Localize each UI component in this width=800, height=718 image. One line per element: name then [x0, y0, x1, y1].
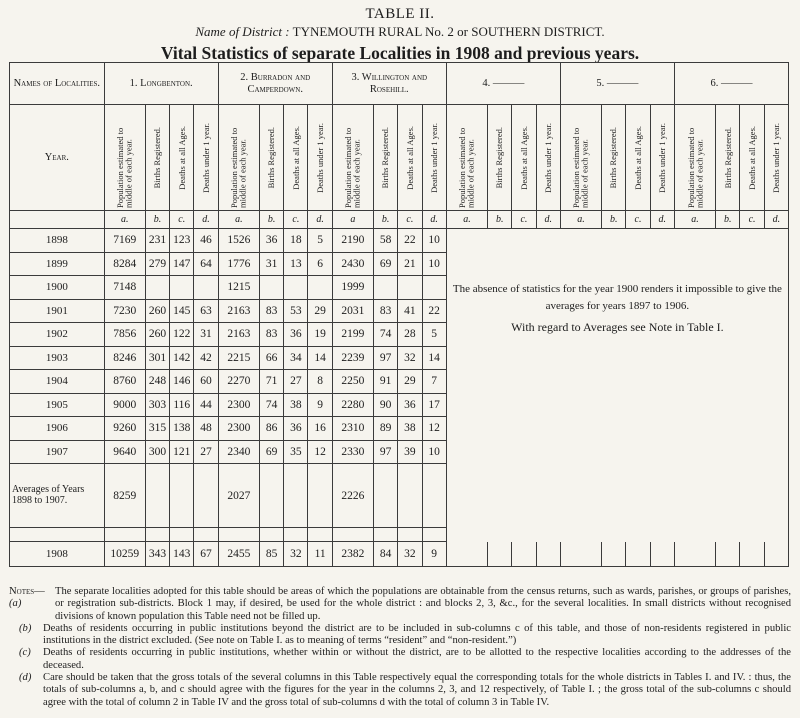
- column-head-text: Deaths under 1 year.: [428, 122, 439, 193]
- value-cell: 69: [374, 252, 398, 276]
- empty-cell: [488, 542, 512, 567]
- column-head-text: Births Registered.: [608, 126, 619, 189]
- note-item: [9, 672, 791, 709]
- value-cell: 12: [422, 417, 446, 441]
- value-cell: 147: [170, 252, 194, 276]
- value-cell: 2382: [332, 542, 373, 567]
- sub-column-letter: c.: [740, 211, 764, 229]
- value-cell: 14: [422, 346, 446, 370]
- column-head-text: Deaths under 1 year.: [542, 122, 553, 193]
- column-head-text: Births Registered.: [722, 126, 733, 189]
- district-line: [0, 24, 800, 40]
- value-cell: 38: [284, 393, 308, 417]
- column-head: [716, 105, 740, 211]
- value-cell: 36: [259, 229, 283, 253]
- value-cell: 2215: [218, 346, 259, 370]
- value-cell: 22: [398, 229, 422, 253]
- column-head-text: Deaths at all Ages.: [176, 125, 187, 190]
- value-cell: 83: [374, 299, 398, 323]
- value-cell: 2163: [218, 299, 259, 323]
- note-key-label: (b): [19, 622, 32, 634]
- table-row: [10, 229, 789, 253]
- value-cell: 10: [422, 440, 446, 464]
- value-cell: 27: [284, 370, 308, 394]
- value-cell: 8760: [104, 370, 145, 394]
- value-cell: 2300: [218, 417, 259, 441]
- spacer-cell: [10, 528, 105, 542]
- locality-header-3: 3. Willington and Rosehill.: [332, 63, 446, 105]
- value-cell: [170, 276, 194, 300]
- spacer-cell: [218, 528, 259, 542]
- year-cell: 1908: [10, 542, 105, 567]
- empty-cell: [145, 464, 169, 528]
- value-cell: 29: [398, 370, 422, 394]
- value-cell: 2163: [218, 323, 259, 347]
- year-cell: 1906: [10, 417, 105, 441]
- column-head-text: Population estimated to middle of each year.: [343, 127, 362, 208]
- value-cell: 46: [194, 229, 218, 253]
- value-cell: 31: [194, 323, 218, 347]
- year-cell: 1898: [10, 229, 105, 253]
- value-cell: 90: [374, 393, 398, 417]
- year-cell: 1900: [10, 276, 105, 300]
- value-cell: 116: [170, 393, 194, 417]
- average-value: 2226: [332, 464, 373, 528]
- value-cell: 5: [422, 323, 446, 347]
- column-head-text: Population estimated to middle of each year.: [571, 127, 590, 208]
- value-cell: 38: [398, 417, 422, 441]
- value-cell: 32: [398, 542, 422, 567]
- value-cell: 9: [308, 393, 332, 417]
- value-cell: 86: [259, 417, 283, 441]
- column-head: [740, 105, 764, 211]
- value-cell: [308, 276, 332, 300]
- value-cell: [284, 276, 308, 300]
- column-head-text: Population estimated to middle of each year.: [229, 127, 248, 208]
- sub-column-letter: b.: [602, 211, 626, 229]
- value-cell: 36: [398, 393, 422, 417]
- note-item: [9, 647, 791, 672]
- column-head: [626, 105, 650, 211]
- value-cell: 279: [145, 252, 169, 276]
- value-cell: 2310: [332, 417, 373, 441]
- value-cell: 145: [170, 299, 194, 323]
- value-cell: 97: [374, 440, 398, 464]
- table-number: TABLE II.: [365, 6, 435, 22]
- value-cell: 58: [374, 229, 398, 253]
- column-head: [398, 105, 422, 211]
- notes-title: Notes—: [9, 586, 45, 597]
- sub-column-letter: b.: [716, 211, 740, 229]
- note-key: [9, 672, 43, 709]
- value-cell: 97: [374, 346, 398, 370]
- note-text: Deaths of residents occurring in public institutions beyond the district are to be included in sub-columns c of this table, and those of non-residents registered in public institutions in the district excluded. (See note on Table I. as to meaning of terms “resident” and “non-resident.”): [43, 622, 791, 647]
- value-cell: 2300: [218, 393, 259, 417]
- locality-header-2: 2. Burradon and Camperdown.: [218, 63, 332, 105]
- value-cell: 71: [259, 370, 283, 394]
- value-cell: 36: [284, 323, 308, 347]
- value-cell: 83: [259, 299, 283, 323]
- column-head: [560, 105, 601, 211]
- column-head-text: Deaths at all Ages.: [404, 125, 415, 190]
- note-key-label: (a): [9, 598, 22, 610]
- value-cell: 2199: [332, 323, 373, 347]
- empty-cell: [194, 464, 218, 528]
- column-head-text: Population estimated to middle of each year.: [115, 127, 134, 208]
- vital-statistics-table: [9, 62, 789, 567]
- empty-cell: [512, 542, 536, 567]
- value-cell: 122: [170, 323, 194, 347]
- note-key-label: (d): [19, 672, 32, 684]
- column-head-text: Births Registered.: [152, 126, 163, 189]
- value-cell: 42: [194, 346, 218, 370]
- column-head: [259, 105, 283, 211]
- year-header: Year.: [10, 105, 105, 211]
- value-cell: 69: [259, 440, 283, 464]
- value-cell: 8246: [104, 346, 145, 370]
- empty-cell: [674, 542, 715, 567]
- column-head-text: Deaths under 1 year.: [200, 122, 211, 193]
- note-text: The separate localities adopted for this table should be areas of which the populations are obtainable from the census returns, such as wards, parishes, or groups of parishes, or registration sub-districts. Block 1 may, if desired, be used for the whole district : and blocks 2, 3, &c., for the several localities. In small districts without recognised divisions of known population this Table need not be filled up.: [55, 586, 791, 622]
- sub-column-letter: c.: [398, 211, 422, 229]
- spacer-cell: [398, 528, 422, 542]
- value-cell: 12: [308, 440, 332, 464]
- column-head: [218, 105, 259, 211]
- column-head: [170, 105, 194, 211]
- year-cell: 1905: [10, 393, 105, 417]
- empty-cell: [259, 464, 283, 528]
- empty-cell: [602, 542, 626, 567]
- column-head-text: Births Registered.: [266, 126, 277, 189]
- column-head-text: Births Registered.: [380, 126, 391, 189]
- spacer-cell: [374, 528, 398, 542]
- value-cell: 315: [145, 417, 169, 441]
- value-cell: 63: [194, 299, 218, 323]
- column-head-text: Deaths at all Ages.: [746, 125, 757, 190]
- column-head: [374, 105, 398, 211]
- absence-note: [453, 281, 782, 336]
- column-head: [446, 105, 487, 211]
- value-cell: 146: [170, 370, 194, 394]
- letters-row-blank: [10, 211, 105, 229]
- value-cell: 28: [398, 323, 422, 347]
- value-cell: [194, 276, 218, 300]
- column-head-text: Deaths under 1 year.: [771, 122, 782, 193]
- value-cell: 39: [398, 440, 422, 464]
- value-cell: 2455: [218, 542, 259, 567]
- value-cell: [259, 276, 283, 300]
- value-cell: [398, 276, 422, 300]
- value-cell: 248: [145, 370, 169, 394]
- value-cell: 74: [259, 393, 283, 417]
- value-cell: 1776: [218, 252, 259, 276]
- value-cell: 21: [398, 252, 422, 276]
- value-cell: 34: [284, 346, 308, 370]
- average-value: 8259: [104, 464, 145, 528]
- value-cell: 18: [284, 229, 308, 253]
- column-head-text: Deaths under 1 year.: [657, 122, 668, 193]
- value-cell: 123: [170, 229, 194, 253]
- row-1908: [10, 542, 789, 567]
- value-cell: 7230: [104, 299, 145, 323]
- absence-note-cell: [446, 229, 788, 542]
- averages-note-text: With regard to Averages see Note in Table I.: [511, 320, 724, 334]
- value-cell: 84: [374, 542, 398, 567]
- sub-column-letter: a.: [104, 211, 145, 229]
- spacer-cell: [332, 528, 373, 542]
- value-cell: 9000: [104, 393, 145, 417]
- column-head: [194, 105, 218, 211]
- spacer-cell: [422, 528, 446, 542]
- year-cell: 1902: [10, 323, 105, 347]
- value-cell: 303: [145, 393, 169, 417]
- value-cell: 83: [259, 323, 283, 347]
- year-cell: 1901: [10, 299, 105, 323]
- spacer-cell: [308, 528, 332, 542]
- sub-column-letter: d.: [194, 211, 218, 229]
- value-cell: 343: [145, 542, 169, 567]
- column-head: [488, 105, 512, 211]
- sub-column-letter: d.: [422, 211, 446, 229]
- value-cell: 2270: [218, 370, 259, 394]
- column-head: [512, 105, 536, 211]
- value-cell: 2239: [332, 346, 373, 370]
- value-cell: 60: [194, 370, 218, 394]
- averages-label: Averages of Years 1898 to 1907.: [10, 464, 105, 528]
- value-cell: [145, 276, 169, 300]
- sub-column-letter: c.: [512, 211, 536, 229]
- average-value: 2027: [218, 464, 259, 528]
- value-cell: 143: [170, 542, 194, 567]
- column-head: [145, 105, 169, 211]
- value-cell: 9640: [104, 440, 145, 464]
- sub-column-letter: c.: [284, 211, 308, 229]
- note-text: Deaths of residents occurring in public institutions, whether within or without the district, are to be allotted to the respective localities according to the addresses of the deceased.: [43, 647, 791, 671]
- sub-column-letter: d.: [308, 211, 332, 229]
- spacer-cell: [170, 528, 194, 542]
- value-cell: 9: [422, 542, 446, 567]
- note-key-label: (c): [19, 647, 31, 659]
- value-cell: 41: [398, 299, 422, 323]
- sub-column-letter: c.: [170, 211, 194, 229]
- value-cell: 10259: [104, 542, 145, 567]
- value-cell: 16: [308, 417, 332, 441]
- year-cell: 1899: [10, 252, 105, 276]
- note-key: [9, 586, 55, 623]
- value-cell: 53: [284, 299, 308, 323]
- value-cell: 35: [284, 440, 308, 464]
- sub-column-letter: d.: [764, 211, 788, 229]
- column-head: [650, 105, 674, 211]
- empty-cell: [560, 542, 601, 567]
- note-key: [9, 623, 43, 648]
- empty-cell: [374, 464, 398, 528]
- year-cell: 1907: [10, 440, 105, 464]
- column-head: [422, 105, 446, 211]
- sub-column-letter: a.: [218, 211, 259, 229]
- year-cell: 1903: [10, 346, 105, 370]
- column-head-text: Population estimated to middle of each year.: [685, 127, 705, 208]
- value-cell: [374, 276, 398, 300]
- value-cell: 17: [422, 393, 446, 417]
- value-cell: 64: [194, 252, 218, 276]
- locality-header-1: 1. Longbenton.: [104, 63, 218, 105]
- value-cell: 2190: [332, 229, 373, 253]
- value-cell: 142: [170, 346, 194, 370]
- column-head-text: Deaths at all Ages.: [632, 125, 643, 190]
- column-head: [602, 105, 626, 211]
- sub-column-letter: d.: [536, 211, 560, 229]
- value-cell: 7856: [104, 323, 145, 347]
- year-cell: 1904: [10, 370, 105, 394]
- value-cell: 19: [308, 323, 332, 347]
- value-cell: 89: [374, 417, 398, 441]
- empty-cell: [446, 542, 487, 567]
- value-cell: 138: [170, 417, 194, 441]
- sub-column-letter: b.: [488, 211, 512, 229]
- value-cell: 48: [194, 417, 218, 441]
- column-head: [332, 105, 373, 211]
- empty-cell: [284, 464, 308, 528]
- spacer-cell: [145, 528, 169, 542]
- empty-cell: [422, 464, 446, 528]
- value-cell: 2031: [332, 299, 373, 323]
- district-name: TYNEMOUTH RURAL No. 2 or SOUTHERN DISTRICT.: [292, 24, 605, 39]
- empty-cell: [170, 464, 194, 528]
- notes-section: [9, 586, 791, 709]
- value-cell: 8: [308, 370, 332, 394]
- value-cell: [422, 276, 446, 300]
- value-cell: 10: [422, 229, 446, 253]
- column-head-text: Births Registered.: [494, 126, 505, 189]
- value-cell: 27: [194, 440, 218, 464]
- value-cell: 231: [145, 229, 169, 253]
- value-cell: 36: [284, 417, 308, 441]
- sub-column-letter: b.: [374, 211, 398, 229]
- note-item: [9, 586, 791, 623]
- column-head: [674, 105, 715, 211]
- note-text: Care should be taken that the gross totals of the several columns in this Table respectively equal the corresponding totals for the whole districts in Tables I. and IV. : thus, the totals of sub-columns a, b, and c should agree with the figures for the year in the columns 2, 3, and 12 respectively, of Table I. ; the gross total of the sub-columns c should agree with the total of column 2 in Table IV and the gross total of sub-columns d with the total of column 3 in Table IV.: [43, 672, 791, 708]
- empty-cell: [536, 542, 560, 567]
- spacer-cell: [194, 528, 218, 542]
- value-cell: 121: [170, 440, 194, 464]
- column-head: [536, 105, 560, 211]
- locality-header-5: 5. ———: [560, 63, 674, 105]
- column-head: [104, 105, 145, 211]
- value-cell: 67: [194, 542, 218, 567]
- column-head: [764, 105, 788, 211]
- value-cell: 260: [145, 299, 169, 323]
- value-cell: 2430: [332, 252, 373, 276]
- column-head: [308, 105, 332, 211]
- value-cell: 7148: [104, 276, 145, 300]
- value-cell: 7169: [104, 229, 145, 253]
- value-cell: 5: [308, 229, 332, 253]
- value-cell: 32: [398, 346, 422, 370]
- value-cell: 85: [259, 542, 283, 567]
- empty-cell: [626, 542, 650, 567]
- sub-column-letter: b.: [145, 211, 169, 229]
- sub-column-letter: a.: [446, 211, 487, 229]
- value-cell: 1215: [218, 276, 259, 300]
- column-head-text: Deaths under 1 year.: [314, 122, 325, 193]
- empty-cell: [308, 464, 332, 528]
- value-cell: 29: [308, 299, 332, 323]
- value-cell: 301: [145, 346, 169, 370]
- value-cell: 2280: [332, 393, 373, 417]
- empty-cell: [740, 542, 764, 567]
- value-cell: 32: [284, 542, 308, 567]
- locality-header-6: 6. ———: [674, 63, 788, 105]
- column-head-text: Deaths at all Ages.: [290, 125, 301, 190]
- empty-cell: [716, 542, 740, 567]
- value-cell: 1526: [218, 229, 259, 253]
- value-cell: 31: [259, 252, 283, 276]
- sub-column-letter: a.: [674, 211, 715, 229]
- column-head: [284, 105, 308, 211]
- value-cell: 9260: [104, 417, 145, 441]
- value-cell: 44: [194, 393, 218, 417]
- district-label: Name of District :: [195, 24, 290, 39]
- sub-column-letter: c.: [626, 211, 650, 229]
- locality-header-4: 4. ———: [446, 63, 560, 105]
- value-cell: 260: [145, 323, 169, 347]
- value-cell: 11: [308, 542, 332, 567]
- sub-column-letter: d.: [650, 211, 674, 229]
- value-cell: 300: [145, 440, 169, 464]
- value-cell: 2330: [332, 440, 373, 464]
- value-cell: 22: [422, 299, 446, 323]
- value-cell: 6: [308, 252, 332, 276]
- column-head-text: Population estimated to middle of each year.: [457, 127, 476, 208]
- main-title: Vital Statistics of separate Localities in 1908 and previous years.: [160, 43, 640, 63]
- sub-column-letter: b.: [259, 211, 283, 229]
- empty-cell: [764, 542, 788, 567]
- sub-column-letter: a.: [560, 211, 601, 229]
- names-of-localities-header: Names of Localities.: [10, 63, 105, 105]
- value-cell: 10: [422, 252, 446, 276]
- column-head-text: Deaths at all Ages.: [518, 125, 529, 190]
- value-cell: 14: [308, 346, 332, 370]
- value-cell: 2250: [332, 370, 373, 394]
- note-key: [9, 647, 43, 672]
- value-cell: 7: [422, 370, 446, 394]
- value-cell: 8284: [104, 252, 145, 276]
- spacer-cell: [284, 528, 308, 542]
- value-cell: 66: [259, 346, 283, 370]
- value-cell: 1999: [332, 276, 373, 300]
- spacer-cell: [259, 528, 283, 542]
- sub-column-letter: a: [332, 211, 373, 229]
- value-cell: 91: [374, 370, 398, 394]
- absence-note-text: The absence of statistics for the year 1900 renders it impossible to give the averages for years 1897 to 1906.: [452, 283, 782, 312]
- empty-cell: [398, 464, 422, 528]
- value-cell: 2340: [218, 440, 259, 464]
- note-item: [9, 623, 791, 648]
- empty-cell: [650, 542, 674, 567]
- value-cell: 13: [284, 252, 308, 276]
- value-cell: 74: [374, 323, 398, 347]
- spacer-cell: [104, 528, 145, 542]
